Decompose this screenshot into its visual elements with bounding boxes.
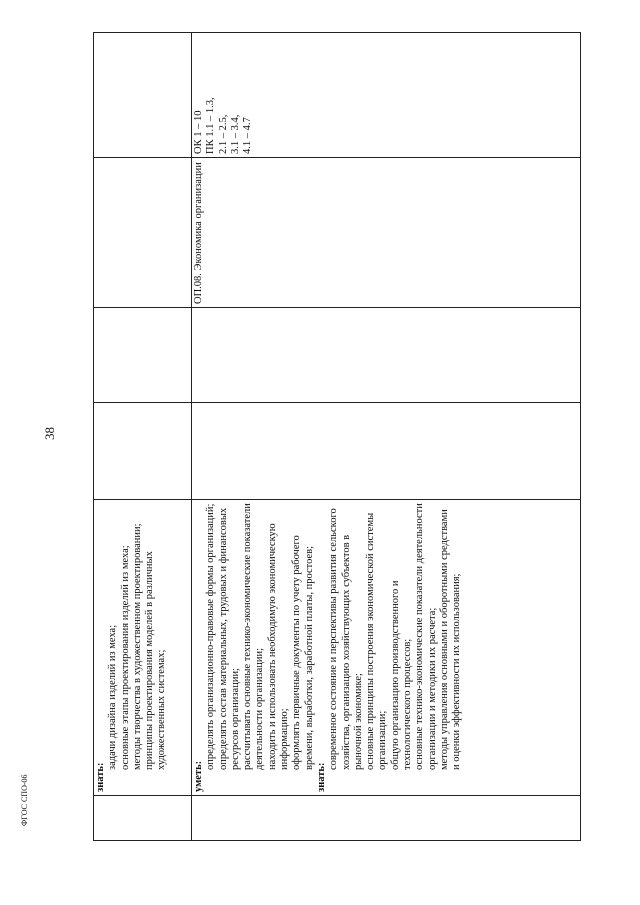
page-number: 38 <box>42 427 57 440</box>
table-cell-empty <box>94 308 192 403</box>
table-cell-content <box>94 500 192 796</box>
table-cell-discipline <box>192 158 581 308</box>
list-item: определять организационно-правовые формы организаций; <box>205 503 217 770</box>
table-cell-empty <box>192 403 581 500</box>
list-item: рассчитывать основные технико-экономические показатели деятельности организации; <box>242 503 266 770</box>
list-item: оформлять первичные документы по учету рабочего времени, выработки, заработной платы, простоев; <box>291 535 315 770</box>
can-label: уметь: <box>193 760 204 792</box>
table-cell-empty <box>192 796 581 841</box>
list-item: определять состав материальных, трудовых и финансовых ресурсов организации; <box>217 507 241 770</box>
table-cell-empty <box>94 403 192 500</box>
list-item: современное состояние и перспективы развития сельского хозяйства, организацию хозяйствующих субъектов в рыночной экономике; <box>328 508 364 770</box>
table-cell-competencies <box>192 33 581 158</box>
table-cell-empty <box>94 158 192 308</box>
list-item: методы управления основными и оборотными средствами и оценки эффективности их использования; <box>438 509 463 770</box>
table <box>93 32 581 841</box>
list-item: находить и использовать необходимую экономическую информацию; <box>266 523 291 770</box>
list-item: методы творчества в художественном проектировании; <box>131 523 143 770</box>
table-cell-content <box>192 500 581 796</box>
competency-code: ОК 1 – 10 <box>193 110 204 154</box>
list-item: общую организацию производственного и технологического процессов; <box>389 580 414 770</box>
know-label: знать: <box>315 762 327 792</box>
list-item: принципы проектирования моделей в различных художественных системах; <box>144 551 168 770</box>
competency-code: 4.1 – 4.7 <box>242 117 254 154</box>
table-row <box>192 33 581 841</box>
table-row <box>94 33 192 841</box>
know-label: знать: <box>95 762 106 792</box>
competency-code: 2.1 – 2.5, <box>217 114 229 154</box>
list-item: основные этапы проектирования изделий из меха; <box>119 545 131 770</box>
document-footer: ФГОС СПО-06 <box>20 774 29 826</box>
table-cell-empty <box>192 308 581 403</box>
competency-table <box>93 33 581 841</box>
list-item: основные технико-экономические показатели деятельности организации и методики их расчета; <box>414 503 438 770</box>
table-cell-empty <box>94 33 192 158</box>
table-cell-empty <box>94 796 192 841</box>
discipline-name: ОП.08. Экономика организации <box>193 162 204 304</box>
competency-code: ПК 1.1 – 1.3, <box>205 97 217 154</box>
list-item: задачи дизайна изделий из меха; <box>107 624 119 770</box>
list-item: основные принципы построения экономической системы организации; <box>365 512 389 770</box>
competency-code: 3.1 – 3.4, <box>229 114 241 154</box>
